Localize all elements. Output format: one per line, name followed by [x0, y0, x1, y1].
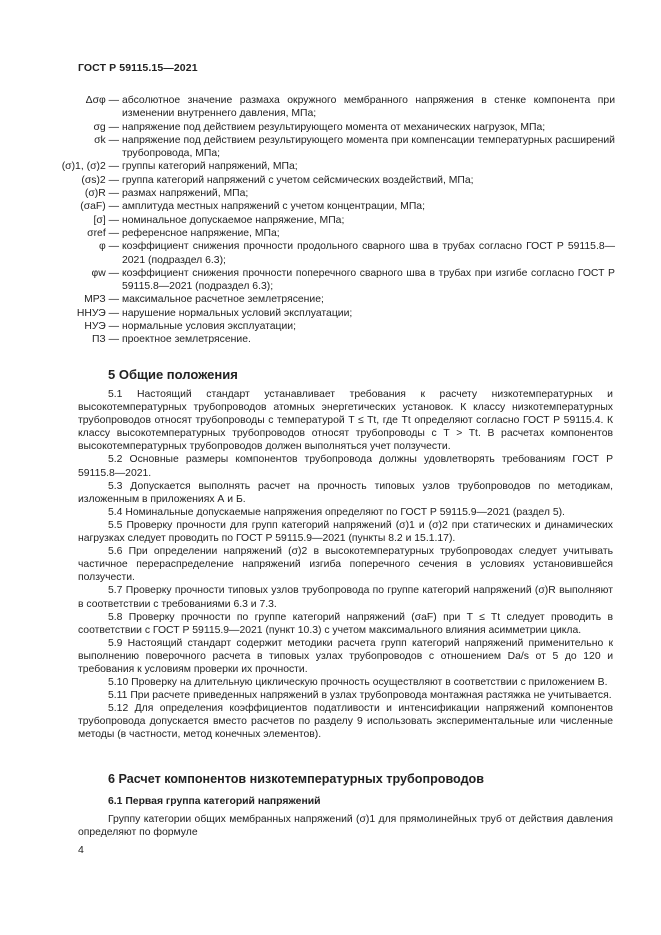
definition-symbol: σref —	[87, 227, 119, 239]
paragraph: 5.5 Проверку прочности для групп категорий напряжений (σ)1 и (σ)2 при статических и динамических нагрузках следует проводить по ГОСТ Р 59115.9—2021 (пункты 8.2 и 15.1.17).	[78, 519, 613, 545]
definition-item	[55, 307, 615, 320]
section-6-body	[78, 813, 613, 839]
definition-symbol: (σ)R —	[84, 188, 119, 200]
document-header: ГОСТ Р 59115.15—2021	[78, 62, 198, 74]
definition-symbol: ПЗ —	[91, 334, 119, 346]
definitions-list	[55, 94, 615, 347]
definition-item	[55, 293, 615, 306]
definition-text: коэффициент снижения прочности поперечного сварного шва в трубах при изгибе согласно ГОСТ Р 59115.8—2021 (подраздел 6.3);	[122, 267, 615, 293]
definition-text: коэффициент снижения прочности продольного сварного шва в трубах согласно ГОСТ Р 59115.8—2021 (подраздел 6.3);	[122, 241, 615, 266]
section-5-body	[78, 388, 613, 742]
section-5-heading: 5 Общие положения	[108, 367, 238, 382]
definition-text: максимальное расчетное землетрясение;	[122, 294, 324, 306]
definition-symbol: МРЗ —	[84, 294, 119, 306]
definition-symbol: ННУЭ —	[76, 307, 119, 319]
definition-item	[55, 160, 615, 173]
paragraph: 5.10 Проверку на длительную циклическую прочность осуществляют в соответствии с приложением В.	[108, 677, 608, 689]
definition-text: группы категорий напряжений, МПа;	[122, 161, 298, 173]
definition-item	[55, 134, 615, 161]
paragraph: 5.7 Проверку прочности типовых узлов трубопровода по группе категорий напряжений (σ)R выполняют в соответствии с требованиями 6.3 и 7.3.	[78, 585, 613, 610]
definition-symbol: σg —	[93, 121, 119, 133]
definition-symbol: Δσφ —	[85, 95, 119, 106]
definition-symbol: φw —	[91, 267, 119, 279]
definition-item	[55, 187, 615, 200]
definition-text: номинальное допускаемое напряжение, МПа;	[122, 214, 345, 226]
page-number: 4	[78, 844, 84, 856]
definition-item	[55, 121, 615, 134]
definition-item	[55, 320, 615, 333]
definition-symbol: [σ] —	[93, 214, 119, 226]
definition-symbol: φ —	[98, 241, 119, 253]
definition-text: нормальные условия эксплуатации;	[122, 321, 296, 333]
paragraph: 5.2 Основные размеры компонентов трубопровода должны удовлетворять требованиям ГОСТ Р 59115.8—2021.	[78, 454, 613, 479]
definition-text: напряжение под действием результирующего момента при компенсации температурных расширений трубопровода, МПа;	[122, 134, 615, 160]
paragraph: 5.1 Настоящий стандарт устанавливает требования к расчету низкотемпературных и высокотемпературных трубопроводов атомных энергетических установок. К классу низкотемпературных трубопроводов относят трубопроводы с температурой T ≤ Tt, где Tt определяют согласно ГОСТ Р 59115.4. К классу высокотемпературных трубопроводов относят трубопроводы с T > Tt. В расчетах компонентов высокотемпературных трубопроводов должен выполняться учет ползучести.	[78, 389, 613, 453]
definition-text: абсолютное значение размаха окружного мембранного напряжения в стенке компонента при изменении внутреннего давления, МПа;	[122, 95, 615, 120]
definition-item	[55, 200, 615, 213]
definition-text: нарушение нормальных условий эксплуатации;	[122, 307, 353, 319]
paragraph: 5.3 Допускается выполнять расчет на прочность типовых узлов трубопроводов по методикам, изложенным в приложениях А и Б.	[78, 480, 613, 505]
paragraph: 5.4 Номинальные допускаемые напряжения определяют по ГОСТ Р 59115.9—2021 (раздел 5).	[108, 506, 565, 518]
subsection-6-1-heading: 6.1 Первая группа категорий напряжений	[108, 796, 321, 807]
definition-text: референсное напряжение, МПа;	[122, 227, 280, 239]
definition-item	[55, 240, 615, 267]
definition-text: амплитуда местных напряжений с учетом концентрации, МПа;	[122, 201, 425, 213]
definition-item	[55, 214, 615, 227]
definition-item	[55, 174, 615, 187]
paragraph: 5.12 Для определения коэффициентов податливости и интенсификации напряжений компонентов трубопровода допускается вместо расчетов по разделу 9 использовать экспериментальные или численные методы (в частности, метод конечных элементов).	[78, 703, 613, 741]
definition-item	[55, 227, 615, 240]
definition-item	[55, 333, 615, 346]
paragraph: 5.9 Настоящий стандарт содержит методики расчета групп категорий напряжений применительно к выполнению поверочного расчета в типовых узлах трубопроводов с отношением Da/s от 5 до 120 и требования к условиям проверки их прочности.	[78, 637, 613, 675]
definition-text: группа категорий напряжений с учетом сейсмических воздействий, МПа;	[122, 174, 474, 186]
definition-symbol: σk —	[94, 134, 119, 146]
definition-item	[55, 267, 615, 294]
definition-symbol: (σs)2 —	[81, 174, 119, 186]
definition-symbol: (σaF) —	[80, 201, 119, 213]
definition-text: проектное землетрясение.	[122, 334, 251, 346]
definition-text: размах напряжений, МПа;	[122, 188, 249, 200]
definition-item	[55, 94, 615, 121]
definition-text: напряжение под действием результирующего момента от механических нагрузок, МПа;	[122, 121, 546, 133]
paragraph: 5.8 Проверку прочности по группе категорий напряжений (σaF) при T ≤ Tt следует проводить в соответствии с ГОСТ Р 59115.9—2021 (пункт 10.3) с учетом максимального влияния асимметрии цикла.	[78, 611, 613, 636]
definition-symbol: (σ)1, (σ)2 —	[61, 161, 119, 173]
paragraph: 5.11 При расчете приведенных напряжений в узлах трубопровода монтажная растяжка не учитывается.	[108, 690, 612, 702]
definition-symbol: НУЭ —	[84, 321, 119, 333]
section-6-heading: 6 Расчет компонентов низкотемпературных трубопроводов	[108, 772, 484, 786]
paragraph: 5.6 При определении напряжений (σ)2 в высокотемпературных трубопроводах следует учитывать частичное перераспределение напряжений изгиба поперечного сечения в условиях установившейся ползучести.	[78, 546, 613, 584]
paragraph: Группу категории общих мембранных напряжений (σ)1 для прямолинейных труб от действия давления определяют по формуле	[78, 814, 613, 839]
